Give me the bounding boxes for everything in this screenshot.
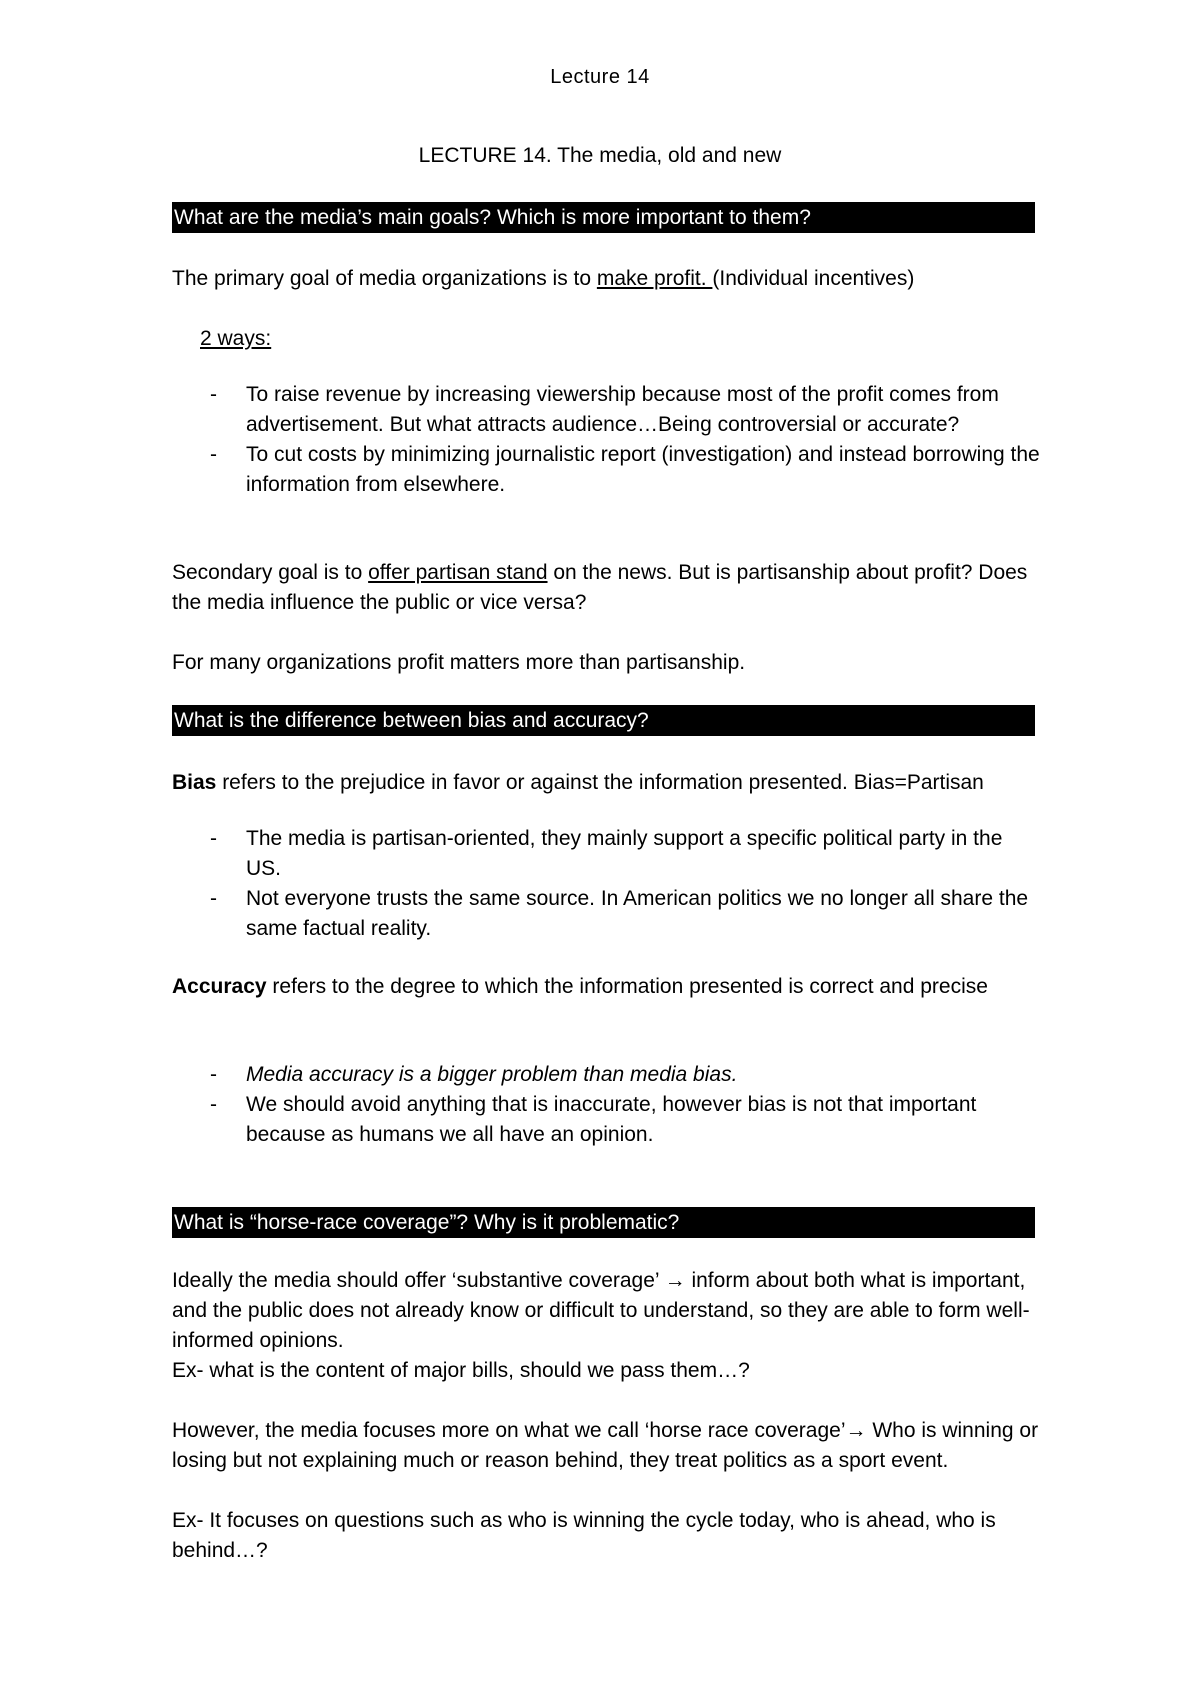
list-item-text: To cut costs by minimizing journalistic report (investigation) and instead borrowing the information from elsewhere. (246, 443, 1040, 496)
question-heading-horse-race: What is “horse-race coverage”? Why is it problematic? (172, 1207, 1035, 1238)
term-accuracy: Accuracy (172, 975, 267, 998)
bullet-list-ways (172, 380, 1042, 500)
list-item (172, 380, 1042, 440)
bullet-dash: - (210, 1063, 217, 1086)
underlined-text: make profit. (596, 267, 713, 290)
paragraph-example-bills: Ex- what is the content of major bills, should we pass them…? (172, 1359, 750, 1382)
bullet-dash: - (210, 827, 217, 850)
text-fragment: refers to the degree to which the information presented is correct and precise (266, 975, 988, 998)
list-item-text: Media accuracy is a bigger problem than media bias. (246, 1063, 738, 1086)
list-item (172, 440, 1042, 500)
bullet-dash: - (210, 443, 217, 466)
text-fragment: on the news. But is partisanship about profit? Does the media influence the public or vice versa? (172, 561, 1028, 614)
bullet-dash: - (210, 1093, 217, 1116)
list-item-text: The media is partisan-oriented, they mainly support a specific political party in the US. (246, 827, 1003, 880)
underlined-text: offer partisan stand (368, 561, 548, 584)
question-heading-goals: What are the media’s main goals? Which is more important to them? (172, 202, 1035, 233)
page-header: Lecture 14 (550, 66, 650, 88)
paragraph-example-cycle: Ex- It focuses on questions such as who is winning the cycle today, who is ahead, who is behind…? (172, 1509, 996, 1562)
paragraph-bias-definition (172, 768, 1042, 798)
bullet-dash: - (210, 383, 217, 406)
list-item (172, 824, 1042, 884)
document-title: LECTURE 14. The media, old and new (418, 144, 782, 167)
list-item-text: We should avoid anything that is inaccurate, however bias is not that important because as humans we all have an opinion. (246, 1093, 977, 1146)
text-fragment: refers to the prejudice in favor or against the information presented. Bias=Partisan (216, 771, 984, 794)
question-heading-bias-accuracy: What is the difference between bias and accuracy? (172, 705, 1035, 736)
text-fragment: (Individual incentives) (712, 267, 915, 290)
text-fragment: The primary goal of media organizations is to (172, 267, 597, 290)
list-item-text: Not everyone trusts the same source. In American politics we no longer all share the same factual reality. (246, 887, 1029, 940)
bullet-list-accuracy (172, 1060, 1042, 1150)
paragraph-accuracy-definition (172, 972, 1042, 1002)
paragraph-profit-vs-partisanship: For many organizations profit matters more than partisanship. (172, 651, 746, 674)
list-item (172, 1090, 1042, 1150)
paragraph-primary-goal (172, 264, 1042, 294)
list-item (172, 884, 1042, 944)
list-item-text: To raise revenue by increasing viewership because most of the profit comes from advertisement. But what attracts audience…Being controversial or accurate? (246, 383, 999, 436)
paragraph-substantive-coverage: Ideally the media should offer ‘substantive coverage’ → inform about both what is important, and the public does not already know or difficult to understand, so they are able to form well-informed opinions. (172, 1269, 1030, 1352)
text-fragment: Secondary goal is to (172, 561, 369, 584)
bullet-dash: - (210, 887, 217, 910)
term-bias: Bias (172, 771, 217, 794)
list-item (172, 1060, 1042, 1090)
ways-label (200, 324, 1070, 354)
underlined-text: 2 ways: (200, 327, 272, 350)
paragraph-horse-race-coverage: However, the media focuses more on what we call ‘horse race coverage’→ Who is winning or losing but not explaining much or reason behind, they treat politics as a sport event. (172, 1419, 1039, 1472)
paragraph-secondary-goal (172, 558, 1042, 618)
bullet-list-bias (172, 824, 1042, 944)
